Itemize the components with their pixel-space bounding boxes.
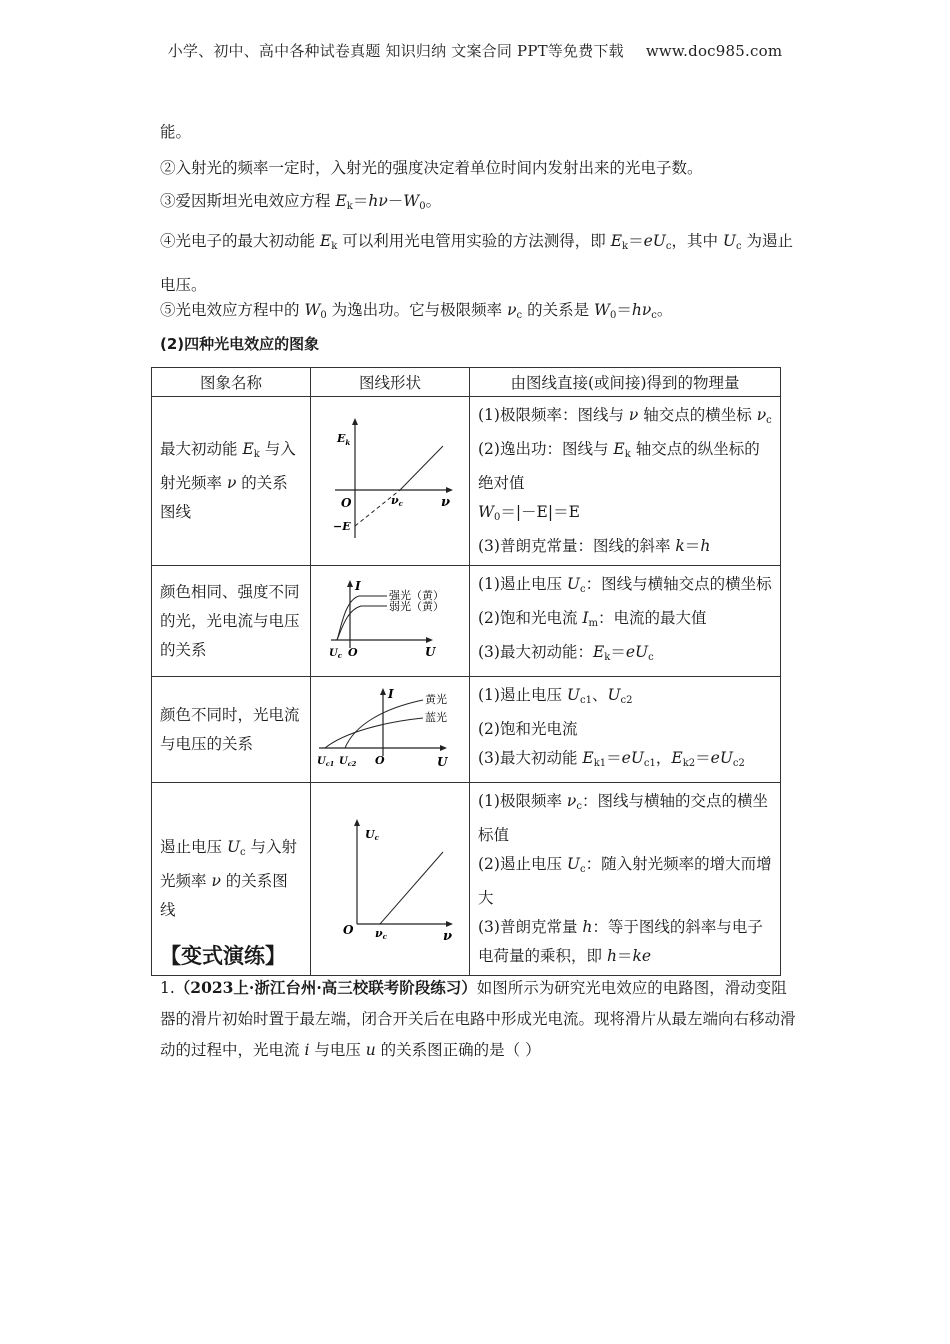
x-axis-arrow xyxy=(446,921,453,927)
y-label: I xyxy=(355,579,361,593)
row1-quantities xyxy=(470,397,781,566)
row3-q3: (3)最大初动能 $E_{k1}=eU_{c1}$，$E_{k2}=eU_{c2}$ xyxy=(478,749,745,769)
ek-vs-frequency-graph xyxy=(325,414,455,544)
strong-light-label: 强光（黄） xyxy=(389,589,444,602)
intro-point-2: ②入射光的频率一定时，入射光的强度决定着单位时间内发射出来的光电子数。 xyxy=(160,159,703,177)
uc1-label: $U_{c1}$ xyxy=(317,755,335,768)
intro-point-3: ③爱因斯坦光电效应方程 $E_k=h\nu-W_0$。 xyxy=(160,192,442,212)
header-cell: 由图线直接(或间接)得到的物理量 xyxy=(470,368,781,397)
blue-light-curve xyxy=(325,718,423,748)
section-heading: 【变式演练】 xyxy=(160,944,286,968)
row2-quantities xyxy=(470,566,781,677)
origin-label: O xyxy=(348,646,358,659)
origin-label: O xyxy=(341,496,352,510)
uc-line xyxy=(380,852,443,924)
y-axis-arrow xyxy=(354,819,360,826)
uc-label: $U_c$ xyxy=(329,648,342,660)
ek-line-solid xyxy=(400,446,443,490)
row4-name: 遏止电压 $U_c$ 与入射光频率 ν 的关系图线 xyxy=(152,783,311,976)
uc-vs-frequency-graph xyxy=(325,812,455,942)
y-axis-arrow xyxy=(352,418,358,425)
row2-graph-cell xyxy=(311,566,470,677)
row4-q3: (3)普朗克常量 h：等于图线的斜率与电子电荷量的乘积，即 h＝ke xyxy=(478,918,763,965)
x-axis-arrow xyxy=(440,745,447,751)
weak-light-label: 弱光（黄） xyxy=(389,600,444,613)
x-axis-arrow xyxy=(426,637,433,643)
row1-name: 最大初动能 $E_k$ 与入射光频率 ν 的关系图线 xyxy=(152,397,311,566)
y-label: I xyxy=(388,686,394,701)
table-row xyxy=(152,566,781,677)
intro-point-4: ④光电子的最大初动能 $E_k$ 可以利用光电管用实验的方法测得，即 $E_k=eU_c$，其中 $U_c$ 为遏止电压。 xyxy=(160,232,794,294)
y-label: Uc xyxy=(365,828,379,842)
x-label: ν xyxy=(443,929,453,942)
row2-name: 颜色相同、强度不同的光，光电流与电压的关系 xyxy=(152,566,311,677)
header-left-text: 小学、初中、高中各种试卷真题 知识归纳 文案合同 PPT等免费下载 xyxy=(167,42,624,60)
table-row xyxy=(152,397,781,566)
origin-label: O xyxy=(375,753,385,767)
y-axis-arrow xyxy=(380,688,386,695)
photoelectric-graphs-table xyxy=(151,367,781,976)
row4-q2: (2)遏止电压 $U_c$：随入射光频率的增大而增大 xyxy=(478,855,772,907)
x-axis-arrow xyxy=(446,487,453,493)
y-label: $E_k$ xyxy=(337,432,351,447)
row3-quantities xyxy=(470,677,781,783)
header-cell: 图线形状 xyxy=(311,368,470,397)
y-axis-arrow xyxy=(347,580,353,587)
question-1: 1.（2023上·浙江台州·高三校联考阶段练习）如图所示为研究光电效应的电路图，滑动变阻器的滑片初始时置于最左端，闭合开关后在电路中形成光电流。现将滑片从最左端向右移动滑动的过程中，光电流 i 与电压 u 的关系图正确的是（ ） xyxy=(160,978,796,1059)
row4-quantities xyxy=(470,783,781,976)
row2-q1: (1)遏止电压 $U_c$：图线与横轴交点的横坐标 xyxy=(478,575,772,595)
header-cell: 图象名称 xyxy=(152,368,311,397)
question-number: 1. xyxy=(160,979,175,997)
current-voltage-intensity-graph xyxy=(325,578,455,660)
table-subheading: (2)四种光电效应的图象 xyxy=(160,335,320,353)
row3-name: 颜色不同时，光电流与电压的关系 xyxy=(152,677,311,783)
page-header xyxy=(0,40,950,61)
table-row xyxy=(152,677,781,783)
row3-q2: (2)饱和光电流 xyxy=(478,720,578,738)
uc2-label: $U_{c2}$ xyxy=(339,755,357,768)
x-label: ν xyxy=(441,495,451,510)
row2-q2: (2)饱和光电流 $I_m$：电流的最大值 xyxy=(478,609,707,629)
weak-light-curve xyxy=(337,606,387,640)
nu-c-label: νc xyxy=(391,494,403,508)
intro-line-0: 能。 xyxy=(160,123,192,141)
minus-e-label: −E xyxy=(333,520,351,533)
row1-graph-cell xyxy=(311,397,470,566)
origin-label: O xyxy=(343,923,354,937)
row1-q1: (1)极限频率：图线与 ν 轴交点的横坐标 $\nu_c$ xyxy=(478,406,772,426)
blue-light-label: 蓝光 xyxy=(425,710,447,724)
x-label: U xyxy=(425,645,436,659)
strong-light-curve xyxy=(337,596,387,640)
nu-c-label: νc xyxy=(375,927,387,941)
row3-graph-cell xyxy=(311,677,470,783)
x-label: U xyxy=(437,754,448,769)
intro-point-5: ⑤光电效应方程中的 $W_0$ 为逸出功。它与极限频率 $\nu_c$ 的关系是 $W_0=h\nu_c$。 xyxy=(160,301,673,321)
header-site: www.doc985.com xyxy=(645,42,783,60)
row3-q1: (1)遏止电压 $U_{c1}$、$U_{c2}$ xyxy=(478,686,633,706)
yellow-light-label: 黄光 xyxy=(425,692,447,706)
row4-q1: (1)极限频率 $\nu_c$：图线与横轴的交点的横坐标值 xyxy=(478,792,768,844)
table-header-row xyxy=(152,368,781,397)
current-voltage-color-graph xyxy=(315,686,465,770)
row4-graph-cell xyxy=(311,783,470,976)
row1-q3: (3)普朗克常量：图线的斜率 k＝h xyxy=(478,537,711,555)
row1-q2: (2)逸出功：图线与 $E_k$ 轴交点的纵坐标的绝对值 xyxy=(478,440,760,492)
row1-q2-eq: $W_0=|-E|=E$ xyxy=(478,503,580,523)
question-source: （2023上·浙江台州·高三校联考阶段练习） xyxy=(174,978,477,997)
row2-q3: (3)最大初动能：$E_k=eU_c$ xyxy=(478,643,654,663)
